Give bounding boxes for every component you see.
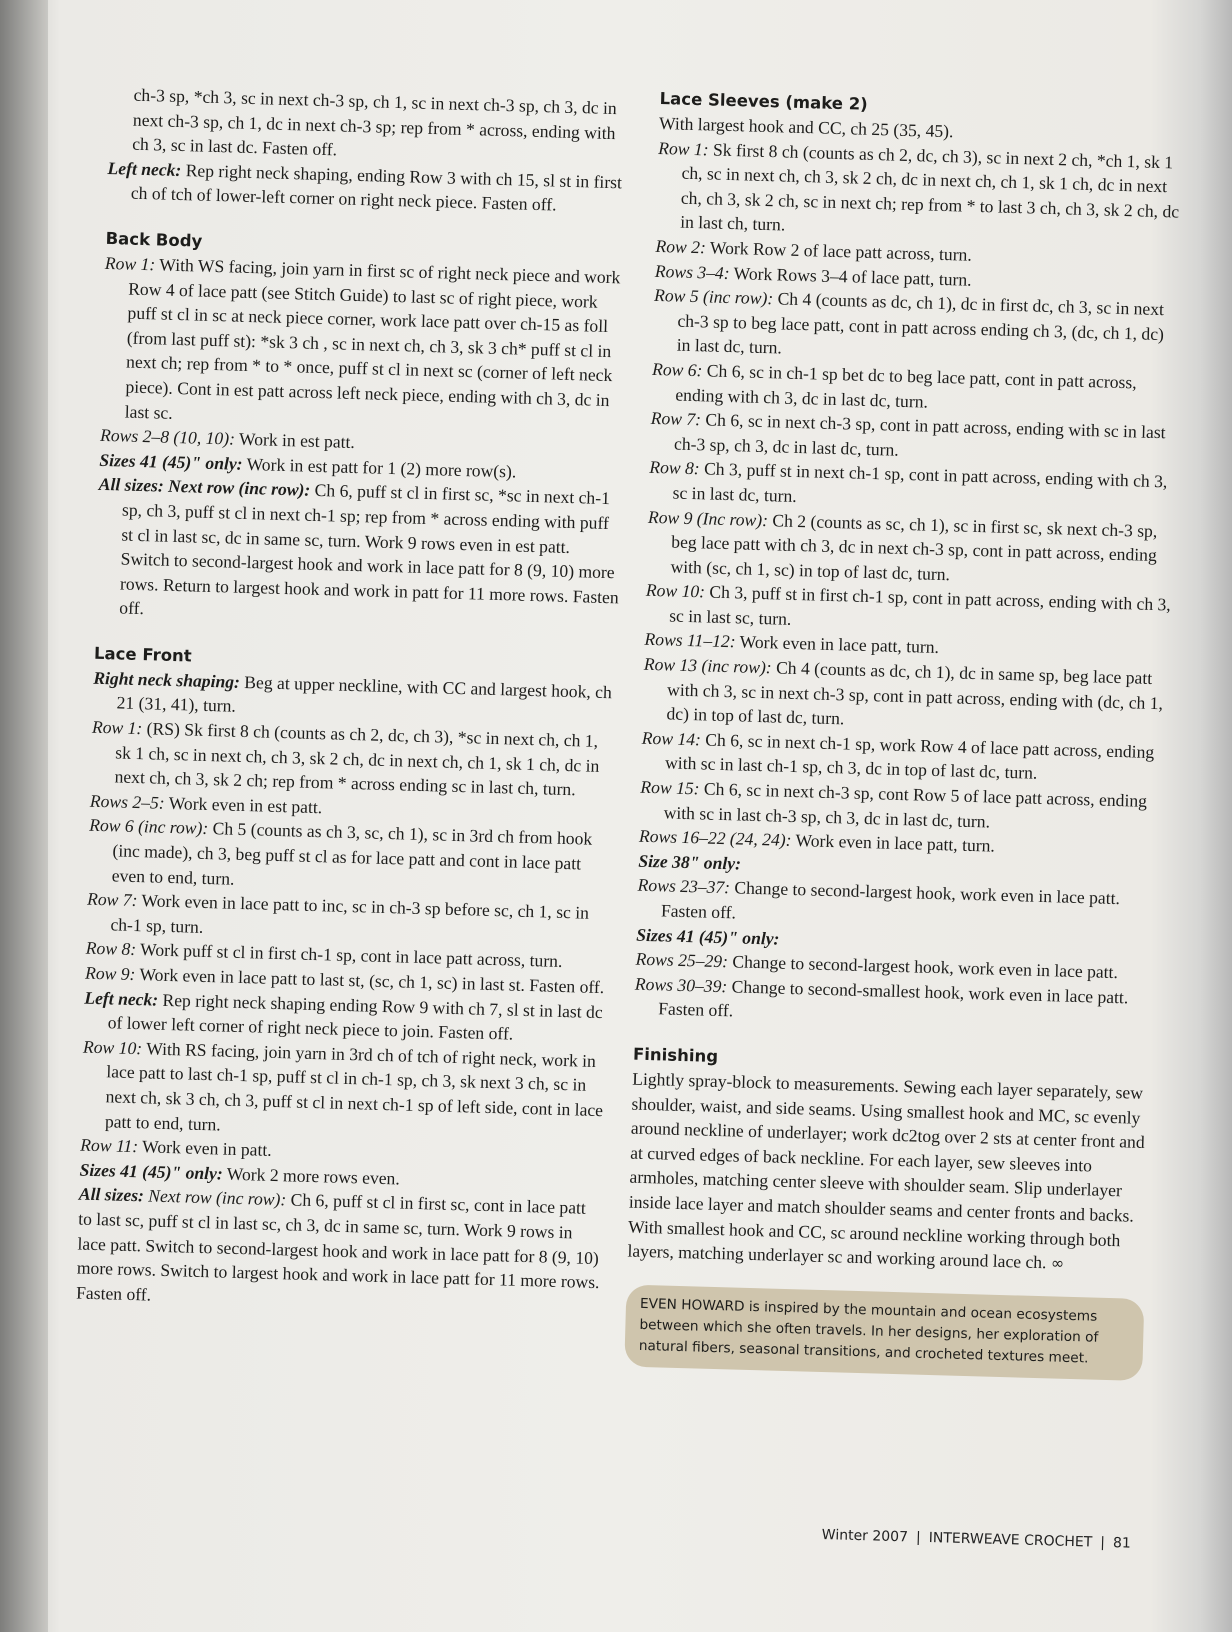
sleeve-rows3-4: Rows 3–4: Work Rows 3–4 of lace patt, turn. — [654, 260, 972, 290]
sleeve-row6: Row 6: Ch 6, sc in ch-1 sp bet dc to beg lace patt, cont in patt across, ending with ch 3, dc in last dc, turn. — [651, 358, 1137, 412]
lace-front-left-neck: Left neck: Rep right neck shaping ending Row 9 with ch 7, sl st in last dc of lower left corner of right neck piece to join. Fasten off. — [84, 987, 603, 1044]
back-body-sizes: Sizes 41 (45)" only: Work in est patt for 1 (2) more row(s). — [99, 449, 517, 482]
lace-front-row11: Row 11: Work even in patt. — [80, 1134, 272, 1161]
lace-front-all-sizes: All sizes: Next row (inc row): Ch 6, puff st cl in first sc, cont in lace patt to last sc, puff st cl in last sc, ch 3, dc in same sc, turn. Work 9 rows in lace patt. Switch to second-largest hook and work in lace patt for 8 (9, 10) more rows. Switch to largest hook and work in lace patt for 11 more rows. Fasten off. — [75, 1183, 600, 1305]
lace-front-sizes: Sizes 41 (45)" only: Work 2 more rows even. — [79, 1159, 401, 1189]
sleeve-rows25-29: Rows 25–29: Change to second-largest hook, work even in lace patt. — [635, 948, 1119, 983]
magazine-title: INTERWEAVE CROCHET — [928, 1529, 1093, 1551]
size-38-label: Size 38" only: — [638, 850, 742, 874]
lace-front-row7: Row 7: Work even in lace patt to inc, sc in ch-3 sp before sc, ch 1, sc in ch-1 sp, turn. — [86, 888, 590, 937]
page-footer: Winter 2007 | INTERWEAVE CROCHET | 81 — [821, 1527, 1132, 1552]
left-neck-text: Rep right neck shaping, ending Row 3 with ch 15, sl st in first ch of tch of lower-left corner on right neck piece. Fasten off. — [130, 159, 623, 215]
issue-date: Winter 2007 — [821, 1527, 909, 1546]
sleeve-row9: Row 9 (Inc row): Ch 2 (counts as sc, ch 1), sc in first sc, sk next ch-3 sp, beg lace patt with ch 3, dc in next ch-3 sp, cont in patt across, ending with (sc, ch 1, sc) in top of last dc, turn. — [647, 506, 1158, 584]
sleeve-rows30-39: Rows 30–39: Change to second-smallest hook, work even in lace patt. Fasten off. — [634, 973, 1129, 1021]
page-number: 81 — [1112, 1535, 1132, 1552]
end-of-article-icon: ∞ — [1050, 1253, 1065, 1273]
designer-bio-text: is inspired by the mountain and ocean ecosystems between which she often travels. In her designs, her exploration of natural fibers, seasonal transitions, and crocheted textures meet. — [638, 1298, 1099, 1367]
sleeve-row7: Row 7: Ch 6, sc in next ch-3 sp, cont in patt across, ending with sc in last ch-3 sp, ch 3, dc in last dc, turn. — [650, 407, 1166, 460]
book-spine-shadow — [0, 0, 48, 1632]
sleeve-row8: Row 8: Ch 3, puff st in next ch-1 sp, cont in patt across, ending with ch 3, sc in last dc, turn. — [649, 457, 1168, 506]
sleeve-rows11-12: Rows 11–12: Work even in lace patt, turn. — [644, 629, 940, 658]
back-body-row1: Row 1: With WS facing, join yarn in first sc of right neck piece and work Row 4 of lace patt (see Stitch Guide) to last sc of right piece, work puff st cl in sc at neck piece corner, work lace patt over ch-15 as foll (from last puff st): *sk 3 ch , sc in next ch, ch 3, sk 3 ch* puff st cl in next ch; rep from * to * once, puff st cl in next sc (corner of left neck piece). Cont in est patt across left neck piece, ending with ch 3, dc in last sc. — [104, 252, 621, 423]
back-body-all-sizes: All sizes: Next row (inc row): Ch 6, puff st cl in first sc, *sc in next ch-1 sp, ch 3, puff st cl in next ch-1 sp; rep from * across ending with puff st cl in last sc, dc in same sc, turn. Work 9 rows even in est patt. Switch to second-largest hook and work in lace patt for 8 (9, 10) more rows. Return to largest hook and work in patt for 11 more rows. Fasten off. — [98, 474, 620, 619]
back-body-rows2-8: Rows 2–8 (10, 10): Work in est patt. — [99, 424, 356, 453]
sleeve-row1: Row 1: Sk first 8 ch (counts as ch 2, dc, ch 3), sc in next 2 ch, *ch 1, sk 1 ch, sc in next ch, ch 3, sk 2 ch, dc in next ch, ch 1, sk 1 ch, dc in next ch, ch 3, sk 2 ch, sc in next ch; rep from * to last 3 ch, ch 3, sk 2 ch, dc in last ch, turn. — [658, 137, 1180, 235]
finishing-paragraph: Lightly spray-block to measurements. Sewing each layer separately, sew shoulder, waist, and side seams. Using smallest hook and MC, sc evenly around neckline of underlayer; work dc2tog over 2 sts at center front and at curved edges of back neckline. For each layer, sew sleeves into armholes, matching center sleeve with shoulder seam. Slip underlayer inside lace layer and match shoulder seams and center fronts and backs. With smallest hook and CC, sc around neckline working through both layers, matching underlayer sc and working around lace ch. ∞ — [627, 1068, 1145, 1273]
lace-front-heading: Lace Front — [93, 643, 192, 666]
sleeve-row10: Row 10: Ch 3, puff st in first ch-1 sp, cont in patt across, ending with ch 3, sc in last sc, turn. — [645, 580, 1172, 629]
sleeve-row2: Row 2: Work Row 2 of lace patt across, turn. — [655, 235, 973, 265]
right-column — [624, 87, 1188, 1381]
sleeve-row13: Row 13 (inc row): Ch 4 (counts as dc, ch 1), dc in same sp, beg lace patt with ch 3, sc in next ch-3 sp, cont in patt across, ending with (dc, ch 1, dc) in top of last dc, turn. — [643, 653, 1164, 729]
lace-front-row6: Row 6 (inc row): Ch 5 (counts as ch 3, sc, ch 1), sc in 3rd ch from hook (inc made), ch 3, beg puff st cl as for lace patt and cont in lace patt even to end, turn. — [88, 815, 593, 889]
sizes-41-label: Sizes 41 (45)" only: — [636, 924, 780, 949]
left-column — [76, 82, 634, 1319]
lace-sleeves-intro: With largest hook and CC, ch 25 (35, 45). — [658, 112, 954, 142]
lace-front-row9: Row 9: Work even in lace patt to last st, (sc, ch 1, sc) in last st. Fasten off. — [84, 962, 605, 998]
sleeve-rows23-37: Rows 23–37: Change to second-largest hook, work even in lace patt. Fasten off. — [637, 875, 1121, 923]
designer-bio-box — [624, 1284, 1144, 1380]
lace-front-rows2-5: Rows 2–5: Work even in est patt. — [89, 790, 323, 818]
sleeve-row14: Row 14: Ch 6, sc in next ch-1 sp, work Row 4 of lace patt across, ending with sc in last ch-1 sp, ch 3, dc in top of last dc, turn. — [641, 727, 1155, 784]
finishing-heading: Finishing — [632, 1044, 719, 1066]
lace-front-row10: Row 10: With RS facing, join yarn in 3rd ch of tch of right neck, work in lace patt to last ch-1 sp, puff st cl in ch-1 sp, ch 3, sk next 3 ch, sc in next ch, sk 3 ch, ch 3, puff st cl in next ch-1 sp of left side, cont in lace patt to end, turn. — [82, 1036, 604, 1135]
sleeve-row5: Row 5 (inc row): Ch 4 (counts as dc, ch 1), dc in first dc, ch 3, sc in next ch-3 sp to beg lace patt, cont in patt across ending ch 3, (dc, ch 1, dc) in last dc, turn. — [653, 285, 1165, 358]
back-body-heading: Back Body — [105, 228, 203, 251]
left-neck-label: Left neck: — [107, 157, 182, 180]
lace-front-row8: Row 8: Work puff st cl in first ch-1 sp, cont in lace patt across, turn. — [85, 938, 563, 972]
lace-front-right-neck: Right neck shaping: Beg at upper neckline, with CC and largest hook, ch 21 (31, 41), turn. — [93, 667, 613, 717]
sleeve-row15: Row 15: Ch 6, sc in next ch-3 sp, cont Row 5 of lace patt across, ending with sc in last ch-3 sp, ch 3, dc in last dc, turn. — [640, 776, 1148, 832]
sleeve-rows16-22: Rows 16–22 (24, 24): Work even in lace patt, turn. — [638, 825, 996, 856]
designer-name: EVEN HOWARD — [639, 1295, 745, 1315]
lace-sleeves-heading: Lace Sleeves (make 2) — [659, 88, 869, 114]
lace-front-row1: Row 1: (RS) Sk first 8 ch (counts as ch 2, dc, ch 3), *sc in next ch, ch 1, sk 1 ch, sc in next ch, ch 3, sk 2 ch, dc in next ch, ch 1, sk 1 ch, dc in next ch, ch 3, sk 2 ch; rep from * across ending sc in last ch, turn. — [91, 716, 600, 800]
intro-paragraph: ch-3 sp, *ch 3, sc in next ch-3 sp, ch 1, sc in next ch-3 sp, ch 3, dc in next ch-3 sp, ch 1, dc in next ch-3 sp; rep from * across, ending with ch 3, sc in last dc. Fasten off. — [132, 84, 617, 160]
